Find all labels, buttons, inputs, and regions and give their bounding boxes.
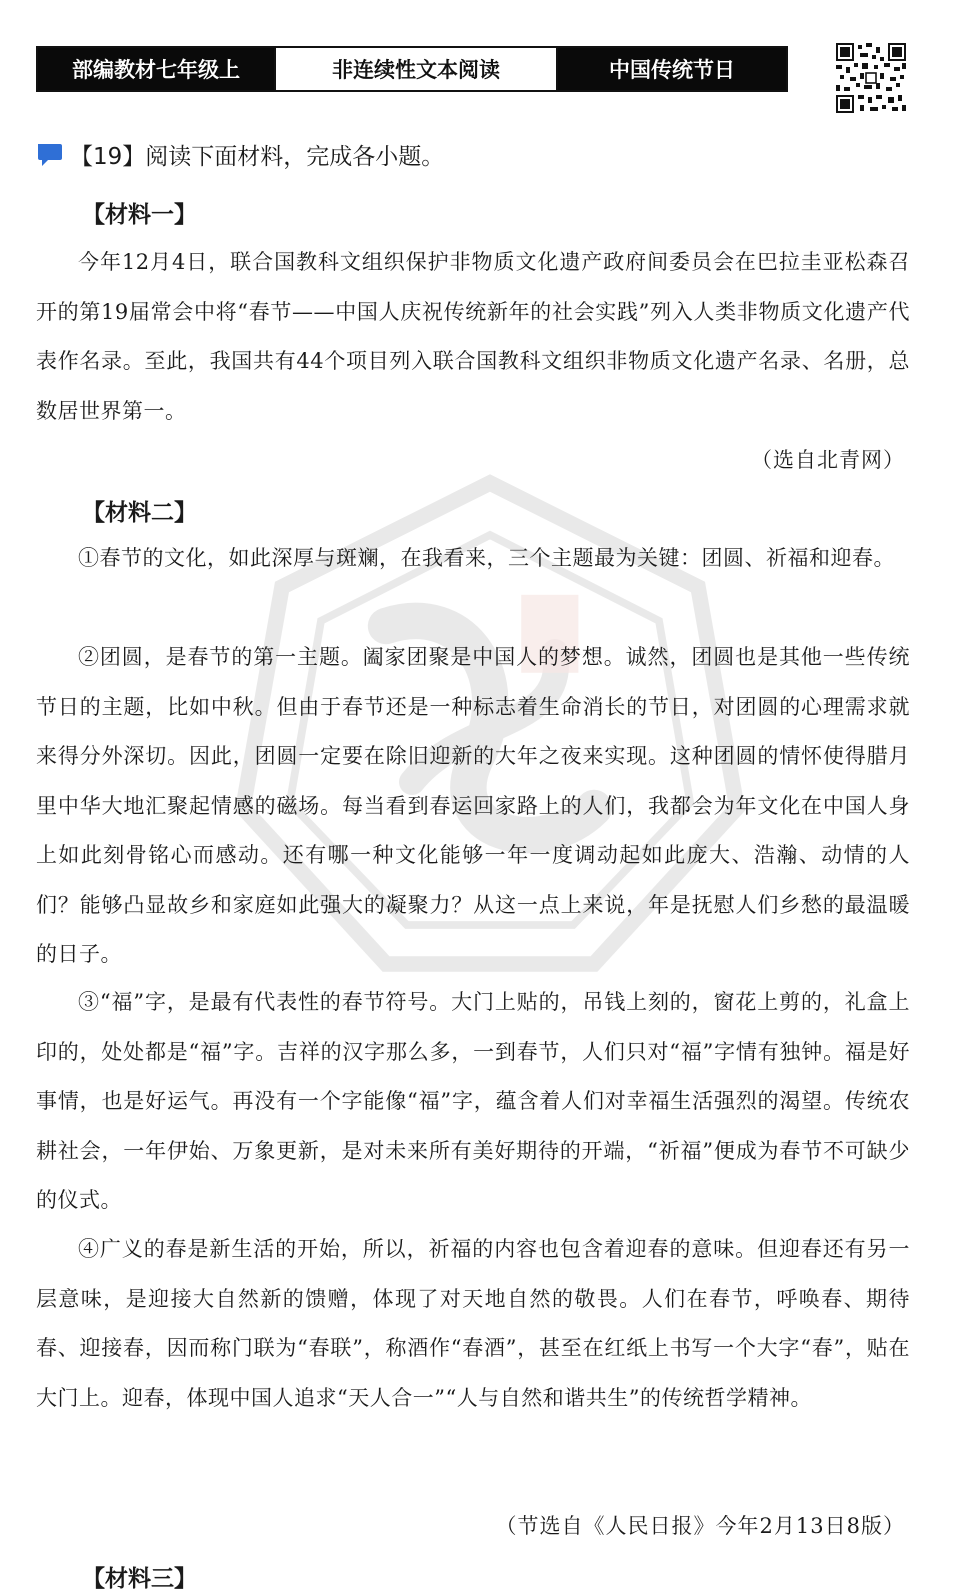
material2-heading: 【材料二】 — [82, 500, 197, 526]
header-bar — [36, 46, 788, 92]
material2-source: （节选自《人民日报》今年2月13日8版） — [495, 1514, 905, 1538]
qr-code-icon — [836, 43, 906, 113]
material2-paragraph-3: ③“福”字，是最有代表性的春节符号。大门上贴的，吊钱上刻的，窗花上剪的，礼盒上印的，处处都是“福”字。吉祥的汉字那么多，一到春节，人们只对“福”字情有独钟。福是好事情，也是好运气。再没有一个字能像“福”字，蕴含着人们对幸福生活强烈的渴望。传统农耕社会，一年伊始、万象更新，是对未来所有美好期待的开端，“祈福”便成为春节不可缺少的仪式。 — [36, 990, 910, 1212]
material1-paragraph: 今年12月4日，联合国教科文组织保护非物质文化遗产政府间委员会在巴拉圭亚松森召开的第19届常会中将“春节——中国人庆祝传统新年的社会实践”列入人类非物质文化遗产代表作名录。至此，我国共有44个项目列入联合国教科文组织非物质文化遗产名录、名册，总数居世界第一。 — [36, 250, 910, 423]
material3-heading: 【材料三】 — [82, 1566, 197, 1592]
material2-paragraph-4: ④广义的春是新生活的开始，所以，祈福的内容也包含着迎春的意味。但迎春还有另一层意味，是迎接大自然新的馈赠，体现了对天地自然的敬畏。人们在春节，呼唤春、期待春、迎接春，因而称门联为“春联”，称酒作“春酒”，甚至在红纸上书写一个大字“春”，贴在大门上。迎春，体现中国人追求“天人合一”“人与自然和谐共生”的传统哲学精神。 — [36, 1237, 910, 1410]
question-title — [36, 138, 444, 171]
question-title-text: 【19】阅读下面材料，完成各小题。 — [70, 144, 445, 170]
speech-bubble-icon — [36, 142, 64, 168]
material2-paragraph-2: ②团圆，是春节的第一主题。阖家团聚是中国人的梦想。诚然，团圆也是其他一些传统节日的主题，比如中秋。但由于春节还是一种标志着生命消长的节日，对团圆的心理需求就来得分外深切。因此，团圆一定要在除旧迎新的大年之夜来实现。这种团圆的情怀使得腊月里中华大地汇聚起情感的磁场。每当看到春运回家路上的人们，我都会为年文化在中国人身上如此刻骨铭心而感动。还有哪一种文化能够一年一度调动起如此庞大、浩瀚、动情的人们？能够凸显故乡和家庭如此强大的凝聚力？从这一点上来说，年是抚慰人们乡愁的最温暖的日子。 — [36, 645, 910, 966]
material1-heading: 【材料一】 — [82, 202, 197, 228]
material1-source: （选自北青网） — [751, 448, 905, 472]
header-theme: 中国传统节日 — [558, 48, 786, 90]
material2-paragraph-1: ①春节的文化，如此深厚与斑斓，在我看来，三个主题最为关键：团圆、祈福和迎春。 — [78, 546, 895, 570]
header-grade: 部编教材七年级上 — [38, 48, 274, 90]
header-topic: 非连续性文本阅读 — [274, 48, 558, 90]
